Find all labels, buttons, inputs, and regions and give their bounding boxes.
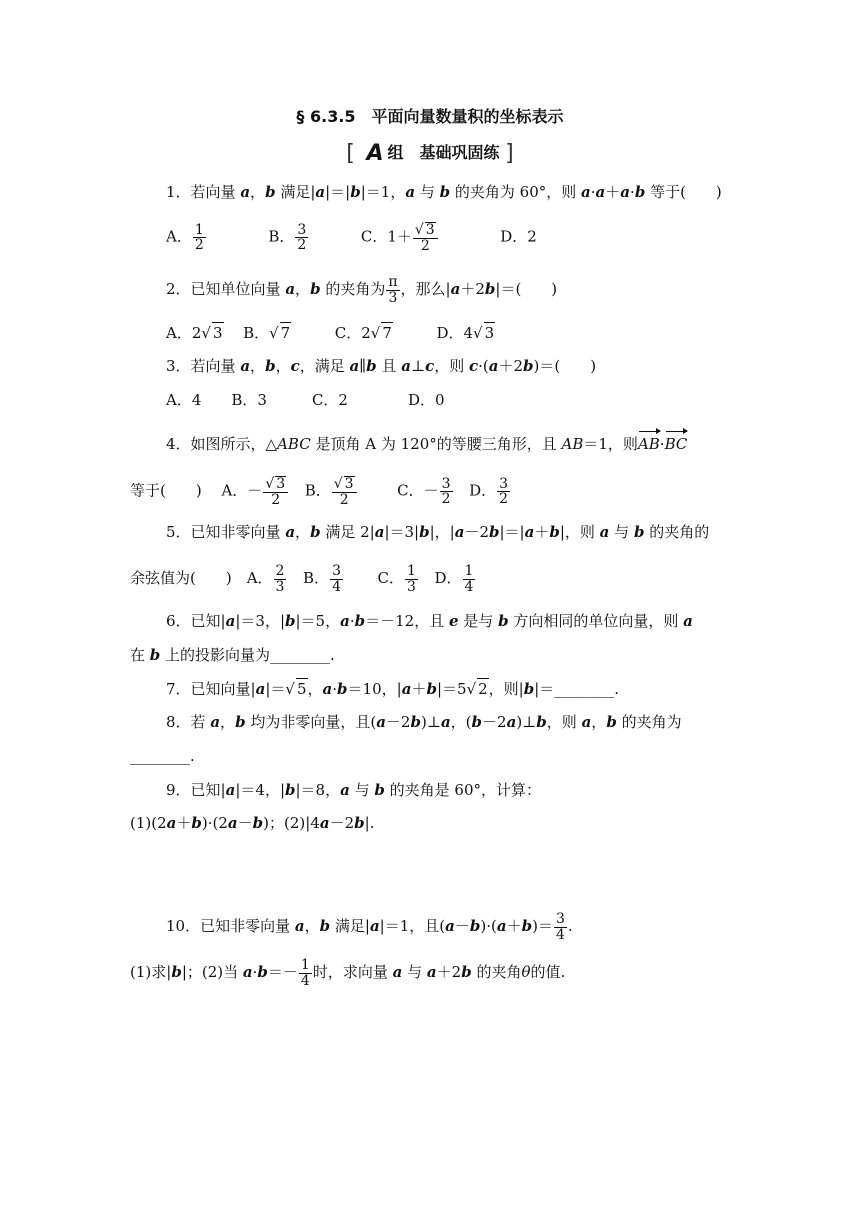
question-7: 7．已知向量|a|＝√ 5，a·b＝10，|a＋b|＝5√ 2，则|b|＝________. [166, 680, 620, 698]
group-label: 组 基础巩固练 [387, 143, 500, 162]
question-2: 2．已知单位向量 a，b 的夹角为 $\frac{\pi}{3}$ ，那么|a＋2b|＝( ) [166, 274, 558, 306]
question-3-options: A．4 B．3 C．2 D．0 [166, 391, 445, 409]
question-4: 4．如图所示，△ABC 是顶角 A 为 120°的等腰三角形，且 AB＝1，则AB·BC [166, 435, 688, 453]
question-9-line-2: (1)(2a＋b)·(2a－b)；(2)|4a－2b|. [130, 814, 375, 832]
section-title: § 6.3.5 平面向量数量积的坐标表示 [296, 107, 564, 126]
question-8-line-2: ________. [130, 747, 195, 765]
question-5-options: 余弦值为( ) A． $\frac{2}{3}$ B． $\frac{3}{4}$ C． $\frac{1}{3}$ D． $\frac{1}{4}$ [130, 563, 474, 595]
question-1-options: A． $\frac{1}{2}$ B． $\frac{3}{2}$ C．1＋ $\frac{√ 3}{2}$ D．2 [166, 221, 537, 254]
question-10: 10．已知非零向量 a，b 满足|a|＝1，且(a－b)·(a＋b)＝ $\frac{3}{4}$ . [166, 911, 573, 943]
question-5: 5．已知非零向量 a，b 满足 2|a|＝3|b|，|a－2b|＝|a＋b|，则 a 与 b 的夹角的 [166, 523, 710, 541]
group-heading: [ A 组 基础巩固练 ] [346, 141, 514, 166]
question-9: 9．已知|a|＝4，|b|＝8，a 与 b 的夹角是 60°，计算： [166, 781, 542, 799]
question-6-line-2: 在 b 上的投影向量为________. [130, 646, 335, 664]
question-8: 8．若 a，b 均为非零向量，且(a－2b)⊥a，(b－2a)⊥b，则 a，b 的夹角为 [166, 713, 682, 731]
question-4-options: 等于( ) A．－ $\frac{√ 3}{2}$ B． $\frac{√ 3}{2}$ C．－ $\frac{3}{2}$ D． $\frac{3}{2}$ [130, 475, 509, 508]
question-3: 3．若向量 a，b，c，满足 a∥b 且 a⊥c，则 c·(a＋2b)＝( ) [166, 357, 597, 375]
question-2-options: A．2√ 3 B．√ 7 C．2√ 7 D．4√ 3 [166, 324, 495, 342]
question-1: 1．若向量 a，b 满足|a|＝|b|＝1，a 与 b 的夹角为 60°，则 a·a＋a·b 等于( ) [166, 183, 722, 201]
question-10-line-2: (1)求|b|；(2)当 a·b＝－ $\frac{1}{4}$ 时，求向量 a 与 a＋2b 的夹角θ的值. [130, 957, 566, 989]
question-6: 6．已知|a|＝3，|b|＝5，a·b＝－12，且 e 是与 b 方向相同的单位向量，则 a [166, 612, 693, 630]
group-badge: A [366, 141, 384, 166]
